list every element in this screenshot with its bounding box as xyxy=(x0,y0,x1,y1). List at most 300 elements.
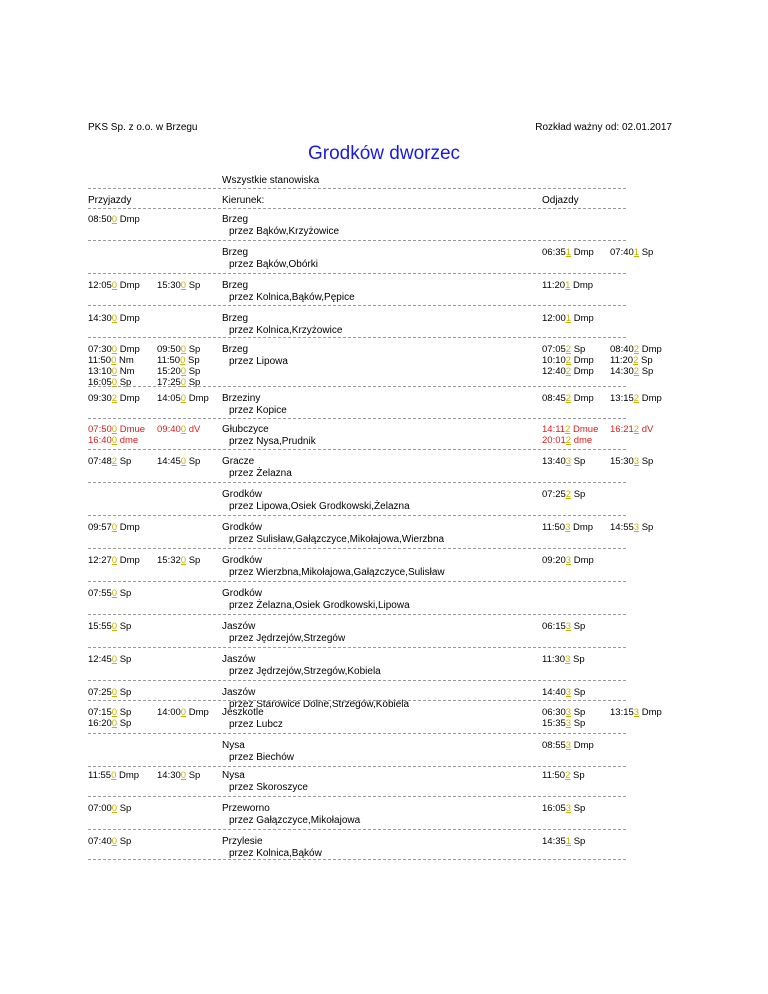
arrivals-cell xyxy=(88,687,131,698)
entry-time: 07:25 xyxy=(88,687,112,698)
entry-time: 06:35 xyxy=(542,247,566,258)
departures-cell xyxy=(542,836,585,847)
arrivals-cell-2 xyxy=(157,280,200,291)
entry-code: Sp xyxy=(117,456,132,467)
entry-marker: 0 xyxy=(111,770,117,781)
entry-code: Sp xyxy=(117,377,132,388)
entry-time: 12:45 xyxy=(88,654,112,665)
entry-code: Sp xyxy=(571,803,586,814)
via-route: przez Kolnica,Bąków xyxy=(229,848,322,859)
via-route: przez Jędrzejów,Strzegów xyxy=(229,633,346,644)
departures-cell xyxy=(542,424,598,446)
entry-time: 14:55 xyxy=(610,522,634,533)
entry-time: 07:30 xyxy=(88,344,112,355)
destination: Brzeg xyxy=(222,344,249,355)
divider xyxy=(88,766,626,767)
entry-time: 07:05 xyxy=(542,344,566,355)
entry-time: 11:55 xyxy=(88,770,112,781)
entry-marker: 0 xyxy=(111,588,118,599)
arrivals-cell xyxy=(88,344,140,388)
via-route: przez Lipowa,Osiek Grodkowski,Żelazna xyxy=(229,501,410,512)
entry-code: Sp xyxy=(117,836,132,847)
entry-time: 12:00 xyxy=(542,313,566,324)
timetable-entry xyxy=(542,836,585,847)
divider xyxy=(88,700,626,701)
timetable-entry xyxy=(88,435,145,446)
entry-time: 06:15 xyxy=(542,621,566,632)
timetable-entry xyxy=(88,836,131,847)
timetable-entry xyxy=(88,654,131,665)
timetable-entry xyxy=(542,770,585,781)
timetable-entry xyxy=(157,770,200,781)
arrivals-cell xyxy=(88,456,131,467)
via-route: przez Lipowa xyxy=(229,356,288,367)
entry-code: Sp xyxy=(639,247,654,258)
departures-cell xyxy=(542,522,593,533)
arrivals-cell xyxy=(88,522,140,533)
entry-marker: 0 xyxy=(111,718,118,729)
departures-cell xyxy=(542,456,585,467)
entry-code: Dmp xyxy=(117,344,140,355)
entry-code: Nm xyxy=(117,366,135,377)
timetable-entry xyxy=(88,588,131,599)
timetable-entry xyxy=(542,489,585,500)
entry-marker: 0 xyxy=(180,366,187,377)
timetable-entry xyxy=(542,424,598,435)
via-route: przez Starowice Dolne,Strzegów,Kobiela xyxy=(229,699,410,710)
entry-marker: 2 xyxy=(565,424,571,435)
via-route: przez Żelazna,Osiek Grodkowski,Lipowa xyxy=(229,600,410,611)
via-route: przez Wierzbna,Mikołajowa,Gałązczyce,Sulisław xyxy=(229,567,445,578)
entry-time: 12:05 xyxy=(88,280,112,291)
divider xyxy=(88,273,626,274)
arrivals-cell-2 xyxy=(157,424,200,435)
entry-code: Sp xyxy=(639,456,654,467)
entry-time: 17:25 xyxy=(157,377,181,388)
entry-marker: 0 xyxy=(180,456,187,467)
departures-cell xyxy=(542,803,585,814)
divider xyxy=(88,614,626,615)
entry-marker: 3 xyxy=(565,718,572,729)
entry-code: Dmp xyxy=(186,707,209,718)
entry-marker: 3 xyxy=(633,522,640,533)
entry-marker: 0 xyxy=(111,435,118,446)
entry-marker: 1 xyxy=(565,280,571,291)
entry-time: 07:40 xyxy=(610,247,634,258)
direction-cell xyxy=(222,740,294,764)
departures-cell xyxy=(542,393,594,404)
destination: Jaszów xyxy=(222,621,256,632)
entry-marker: 2 xyxy=(565,355,572,366)
entry-time: 20:01 xyxy=(542,435,566,446)
timetable-entry xyxy=(542,344,594,355)
entry-time: 06:30 xyxy=(542,707,566,718)
entry-marker: 1 xyxy=(565,313,572,324)
timetable-entry xyxy=(542,313,594,324)
destination: Głubczyce xyxy=(222,424,269,435)
entry-code: Sp xyxy=(186,377,201,388)
entry-time: 11:30 xyxy=(542,654,566,665)
entry-code: Sp xyxy=(639,522,654,533)
timetable-entry xyxy=(610,424,653,435)
entry-code: Sp xyxy=(186,770,201,781)
via-route: przez Lubcz xyxy=(229,719,283,730)
timetable-entry xyxy=(157,355,200,366)
destination: Jeszkotle xyxy=(222,707,264,718)
timetable-entry xyxy=(542,803,585,814)
divider xyxy=(88,829,626,830)
entry-code: Dmp xyxy=(571,313,594,324)
entry-time: 14:30 xyxy=(610,366,634,377)
entry-marker: 1 xyxy=(565,247,572,258)
entry-marker: 2 xyxy=(111,456,118,467)
timetable-entry xyxy=(610,456,653,467)
direction-cell xyxy=(222,588,410,612)
entry-time: 14:40 xyxy=(542,687,566,698)
entry-time: 13:15 xyxy=(610,393,634,404)
departures-cell xyxy=(542,770,585,781)
arrivals-cell-2 xyxy=(157,456,200,467)
departures-cell-2 xyxy=(610,456,653,467)
timetable-entry xyxy=(542,366,594,377)
timetable-entry xyxy=(88,355,140,366)
entry-code: Dmp xyxy=(571,555,594,566)
entry-code: Dmp xyxy=(639,344,662,355)
via-route: przez Bąków,Obórki xyxy=(229,259,318,270)
via-route: przez Kolnica,Bąków,Pępice xyxy=(229,292,355,303)
divider xyxy=(88,680,626,681)
direction-cell xyxy=(222,313,342,337)
departures-cell-2 xyxy=(610,522,653,533)
entry-time: 15:35 xyxy=(542,718,566,729)
arrivals-cell xyxy=(88,803,131,814)
entry-time: 09:57 xyxy=(88,522,112,533)
entry-code: Dmp xyxy=(116,770,140,781)
entry-time: 07:55 xyxy=(88,588,112,599)
divider xyxy=(88,386,626,387)
entry-marker: 2 xyxy=(565,770,571,781)
timetable-entry xyxy=(610,247,653,258)
entry-marker: 0 xyxy=(180,344,187,355)
entry-time: 15:30 xyxy=(610,456,634,467)
entry-time: 07:15 xyxy=(88,707,112,718)
direction-cell xyxy=(222,555,445,579)
entry-time: 11:50 xyxy=(542,522,566,533)
destination: Przeworno xyxy=(222,803,270,814)
arrivals-cell-2 xyxy=(157,770,200,781)
entry-marker: 0 xyxy=(111,836,118,847)
destination: Przylesie xyxy=(222,836,263,847)
entry-marker: 3 xyxy=(633,707,640,718)
via-route: przez Jędrzejów,Strzegów,Kobiela xyxy=(229,666,381,677)
divider xyxy=(88,337,626,338)
entry-marker: 3 xyxy=(565,707,572,718)
validity-date: Rozkład ważny od: 02.01.2017 xyxy=(535,122,672,133)
entry-marker: 2 xyxy=(565,489,572,500)
entry-marker: 0 xyxy=(111,555,118,566)
destination: Grodków xyxy=(222,555,263,566)
entry-code: Sp xyxy=(571,344,586,355)
entry-marker: 0 xyxy=(111,377,118,388)
direction-cell xyxy=(222,803,360,827)
entry-marker: 0 xyxy=(180,707,187,718)
departures-cell-2 xyxy=(610,247,653,258)
entry-marker: 0 xyxy=(180,393,187,404)
departures-cell xyxy=(542,489,585,500)
entry-time: 16:05 xyxy=(542,803,566,814)
timetable-entry xyxy=(542,280,593,291)
timetable-entry xyxy=(542,707,585,718)
timetable-entry xyxy=(157,456,200,467)
direction-cell xyxy=(222,344,288,368)
via-route: przez Żelazna xyxy=(229,468,292,479)
timetable-entry xyxy=(157,366,200,377)
divider xyxy=(88,548,626,549)
entry-code: Dmp xyxy=(571,247,594,258)
entry-code: Sp xyxy=(117,588,132,599)
entry-marker: 0 xyxy=(180,770,187,781)
entry-marker: 3 xyxy=(565,456,572,467)
entry-marker: 0 xyxy=(111,707,118,718)
timetable-entry xyxy=(88,621,131,632)
timetable-entry xyxy=(88,424,145,435)
direction-cell xyxy=(222,654,381,678)
entry-time: 09:50 xyxy=(157,344,181,355)
via-route: przez Nysa,Prudnik xyxy=(229,436,316,447)
divider xyxy=(88,515,626,516)
direction-cell xyxy=(222,489,410,513)
entry-time: 07:50 xyxy=(88,424,112,435)
entry-code: Dmp xyxy=(570,522,594,533)
entry-code: Sp xyxy=(639,366,654,377)
arrivals-cell-2 xyxy=(157,344,200,388)
arrivals-cell xyxy=(88,424,145,446)
entry-code: Sp xyxy=(186,344,201,355)
entry-marker: 0 xyxy=(180,280,187,291)
destination: Grodków xyxy=(222,588,263,599)
timetable-entry xyxy=(88,214,140,225)
departures-cell-2 xyxy=(610,393,662,404)
timetable-entry xyxy=(157,280,200,291)
timetable-entry xyxy=(610,707,662,718)
entry-time: 14:30 xyxy=(88,313,112,324)
entry-marker: 0 xyxy=(111,621,118,632)
timetable-entry xyxy=(157,555,200,566)
entry-marker: 2 xyxy=(565,393,572,404)
entry-marker: 0 xyxy=(180,355,186,366)
entry-marker: 3 xyxy=(633,456,640,467)
entry-time: 16:05 xyxy=(88,377,112,388)
entry-time: 16:40 xyxy=(88,435,112,446)
entry-marker: 0 xyxy=(111,280,118,291)
timetable-entry xyxy=(542,247,594,258)
arrivals-cell-2 xyxy=(157,555,200,566)
entry-code: Dmp xyxy=(117,214,140,225)
timetable-entry xyxy=(542,355,594,366)
entry-code: Nm xyxy=(116,355,134,366)
entry-time: 16:21 xyxy=(610,424,634,435)
entry-code: Sp xyxy=(571,836,586,847)
timetable-entry xyxy=(542,456,585,467)
destination: Brzeg xyxy=(222,280,249,291)
entry-marker: 0 xyxy=(111,687,118,698)
timetable-entry xyxy=(542,654,585,665)
divider xyxy=(88,305,626,306)
via-route: przez Biechów xyxy=(229,752,295,763)
arrivals-header: Przyjazdy xyxy=(88,195,132,206)
destination: Nysa xyxy=(222,740,245,751)
entry-time: 08:55 xyxy=(542,740,566,751)
departures-cell xyxy=(542,313,594,324)
arrivals-cell xyxy=(88,588,131,599)
entry-code: Dmp xyxy=(570,280,594,291)
destination: Brzeg xyxy=(222,313,249,324)
timetable-entry xyxy=(610,344,662,355)
entry-marker: 2 xyxy=(633,366,640,377)
arrivals-cell-2 xyxy=(157,393,209,404)
entry-code: Sp xyxy=(638,355,653,366)
destination: Brzeziny xyxy=(222,393,261,404)
entry-code: Dmp xyxy=(571,393,594,404)
entry-marker: 1 xyxy=(565,836,572,847)
direction-cell xyxy=(222,522,444,546)
direction-cell xyxy=(222,456,292,480)
timetable-entry xyxy=(88,770,139,781)
departures-cell xyxy=(542,621,585,632)
timetable-entry xyxy=(88,687,131,698)
divider xyxy=(88,733,626,734)
entry-code: Dmp xyxy=(117,522,140,533)
entry-marker: 2 xyxy=(633,344,640,355)
entry-code: Sp xyxy=(571,718,586,729)
timetable-entry xyxy=(542,555,594,566)
entry-time: 16:20 xyxy=(88,718,112,729)
company-name: PKS Sp. z o.o. w Brzegu xyxy=(88,122,198,133)
entry-code: Dmue xyxy=(570,424,599,435)
entry-marker: 2 xyxy=(633,355,639,366)
entry-code: Sp xyxy=(186,280,201,291)
timetable-entry xyxy=(88,344,140,355)
timetable-entry xyxy=(88,803,131,814)
entry-code: Dmp xyxy=(186,393,209,404)
entry-time: 09:30 xyxy=(88,393,112,404)
entry-time: 12:40 xyxy=(542,366,566,377)
departures-cell xyxy=(542,247,594,258)
entry-code: Dmp xyxy=(117,555,140,566)
via-route: przez Gałązczyce,Mikołajowa xyxy=(229,815,361,826)
entry-code: Sp xyxy=(570,770,585,781)
entry-time: 10:10 xyxy=(542,355,566,366)
page-title: Grodków dworzec xyxy=(307,143,461,164)
arrivals-cell-2 xyxy=(157,707,209,718)
entry-marker: 3 xyxy=(565,522,571,533)
timetable-entry xyxy=(542,621,585,632)
divider xyxy=(88,581,626,582)
direction-cell xyxy=(222,247,318,271)
timetable-entry xyxy=(88,707,131,718)
entry-marker: 3 xyxy=(565,654,571,665)
timetable-entry xyxy=(157,393,209,404)
entry-marker: 2 xyxy=(111,393,118,404)
via-route: przez Skoroszyce xyxy=(229,782,308,793)
departures-cell-2 xyxy=(610,707,662,718)
entry-time: 15:20 xyxy=(157,366,181,377)
departures-cell xyxy=(542,740,594,751)
entry-time: 09:40 xyxy=(157,424,181,435)
entry-marker: 0 xyxy=(111,313,118,324)
entry-time: 08:50 xyxy=(88,214,112,225)
entry-time: 07:48 xyxy=(88,456,112,467)
entry-code: Dmp xyxy=(639,393,662,404)
arrivals-cell xyxy=(88,770,139,781)
timetable-entry xyxy=(610,393,662,404)
entry-code: Sp xyxy=(117,707,132,718)
entry-time: 14:35 xyxy=(542,836,566,847)
entry-time: 14:11 xyxy=(542,424,566,435)
entry-marker: 0 xyxy=(111,355,117,366)
entry-marker: 2 xyxy=(565,344,572,355)
direction-cell xyxy=(222,770,308,794)
entry-code: dV xyxy=(639,424,654,435)
entry-time: 11:20 xyxy=(542,280,566,291)
entry-time: 07:40 xyxy=(88,836,112,847)
entry-code: Sp xyxy=(117,803,132,814)
entry-time: 08:45 xyxy=(542,393,566,404)
departures-cell xyxy=(542,687,585,698)
divider xyxy=(88,418,626,419)
entry-code: Sp xyxy=(571,621,586,632)
entry-time: 14:05 xyxy=(157,393,181,404)
destination: Gracze xyxy=(222,456,255,467)
timetable-entry xyxy=(542,687,585,698)
arrivals-cell xyxy=(88,707,131,729)
direction-cell xyxy=(222,621,345,645)
entry-code: Sp xyxy=(571,687,586,698)
destination: Grodków xyxy=(222,522,263,533)
entry-marker: 0 xyxy=(111,803,118,814)
timetable-entry xyxy=(88,366,140,377)
entry-code: Sp xyxy=(186,456,201,467)
direction-cell xyxy=(222,707,283,731)
timetable-entry xyxy=(542,435,598,446)
destination: Jaszów xyxy=(222,654,256,665)
entry-marker: 3 xyxy=(565,687,572,698)
entry-code: Sp xyxy=(117,654,132,665)
timetable-entry xyxy=(88,456,131,467)
entry-marker: 0 xyxy=(111,522,118,533)
via-route: przez Bąków,Krzyżowice xyxy=(229,226,340,237)
stops-subtitle: Wszystkie stanowiska xyxy=(222,175,320,186)
departures-cell xyxy=(542,344,594,377)
destination: Jaszów xyxy=(222,687,256,698)
arrivals-cell xyxy=(88,280,140,291)
timetable-entry xyxy=(88,522,140,533)
entry-marker: 2 xyxy=(565,366,572,377)
timetable-entry xyxy=(157,707,209,718)
timetable-entry xyxy=(88,313,140,324)
entry-code: Dmp xyxy=(571,740,594,751)
departures-cell-2 xyxy=(610,344,662,377)
direction-cell xyxy=(222,424,316,448)
destination: Grodków xyxy=(222,489,263,500)
entry-time: 15:30 xyxy=(157,280,181,291)
divider xyxy=(88,796,626,797)
departures-header: Odjazdy xyxy=(542,195,579,206)
entry-marker: 0 xyxy=(111,344,118,355)
direction-cell xyxy=(222,214,339,238)
arrivals-cell xyxy=(88,654,131,665)
entry-time: 15:55 xyxy=(88,621,112,632)
